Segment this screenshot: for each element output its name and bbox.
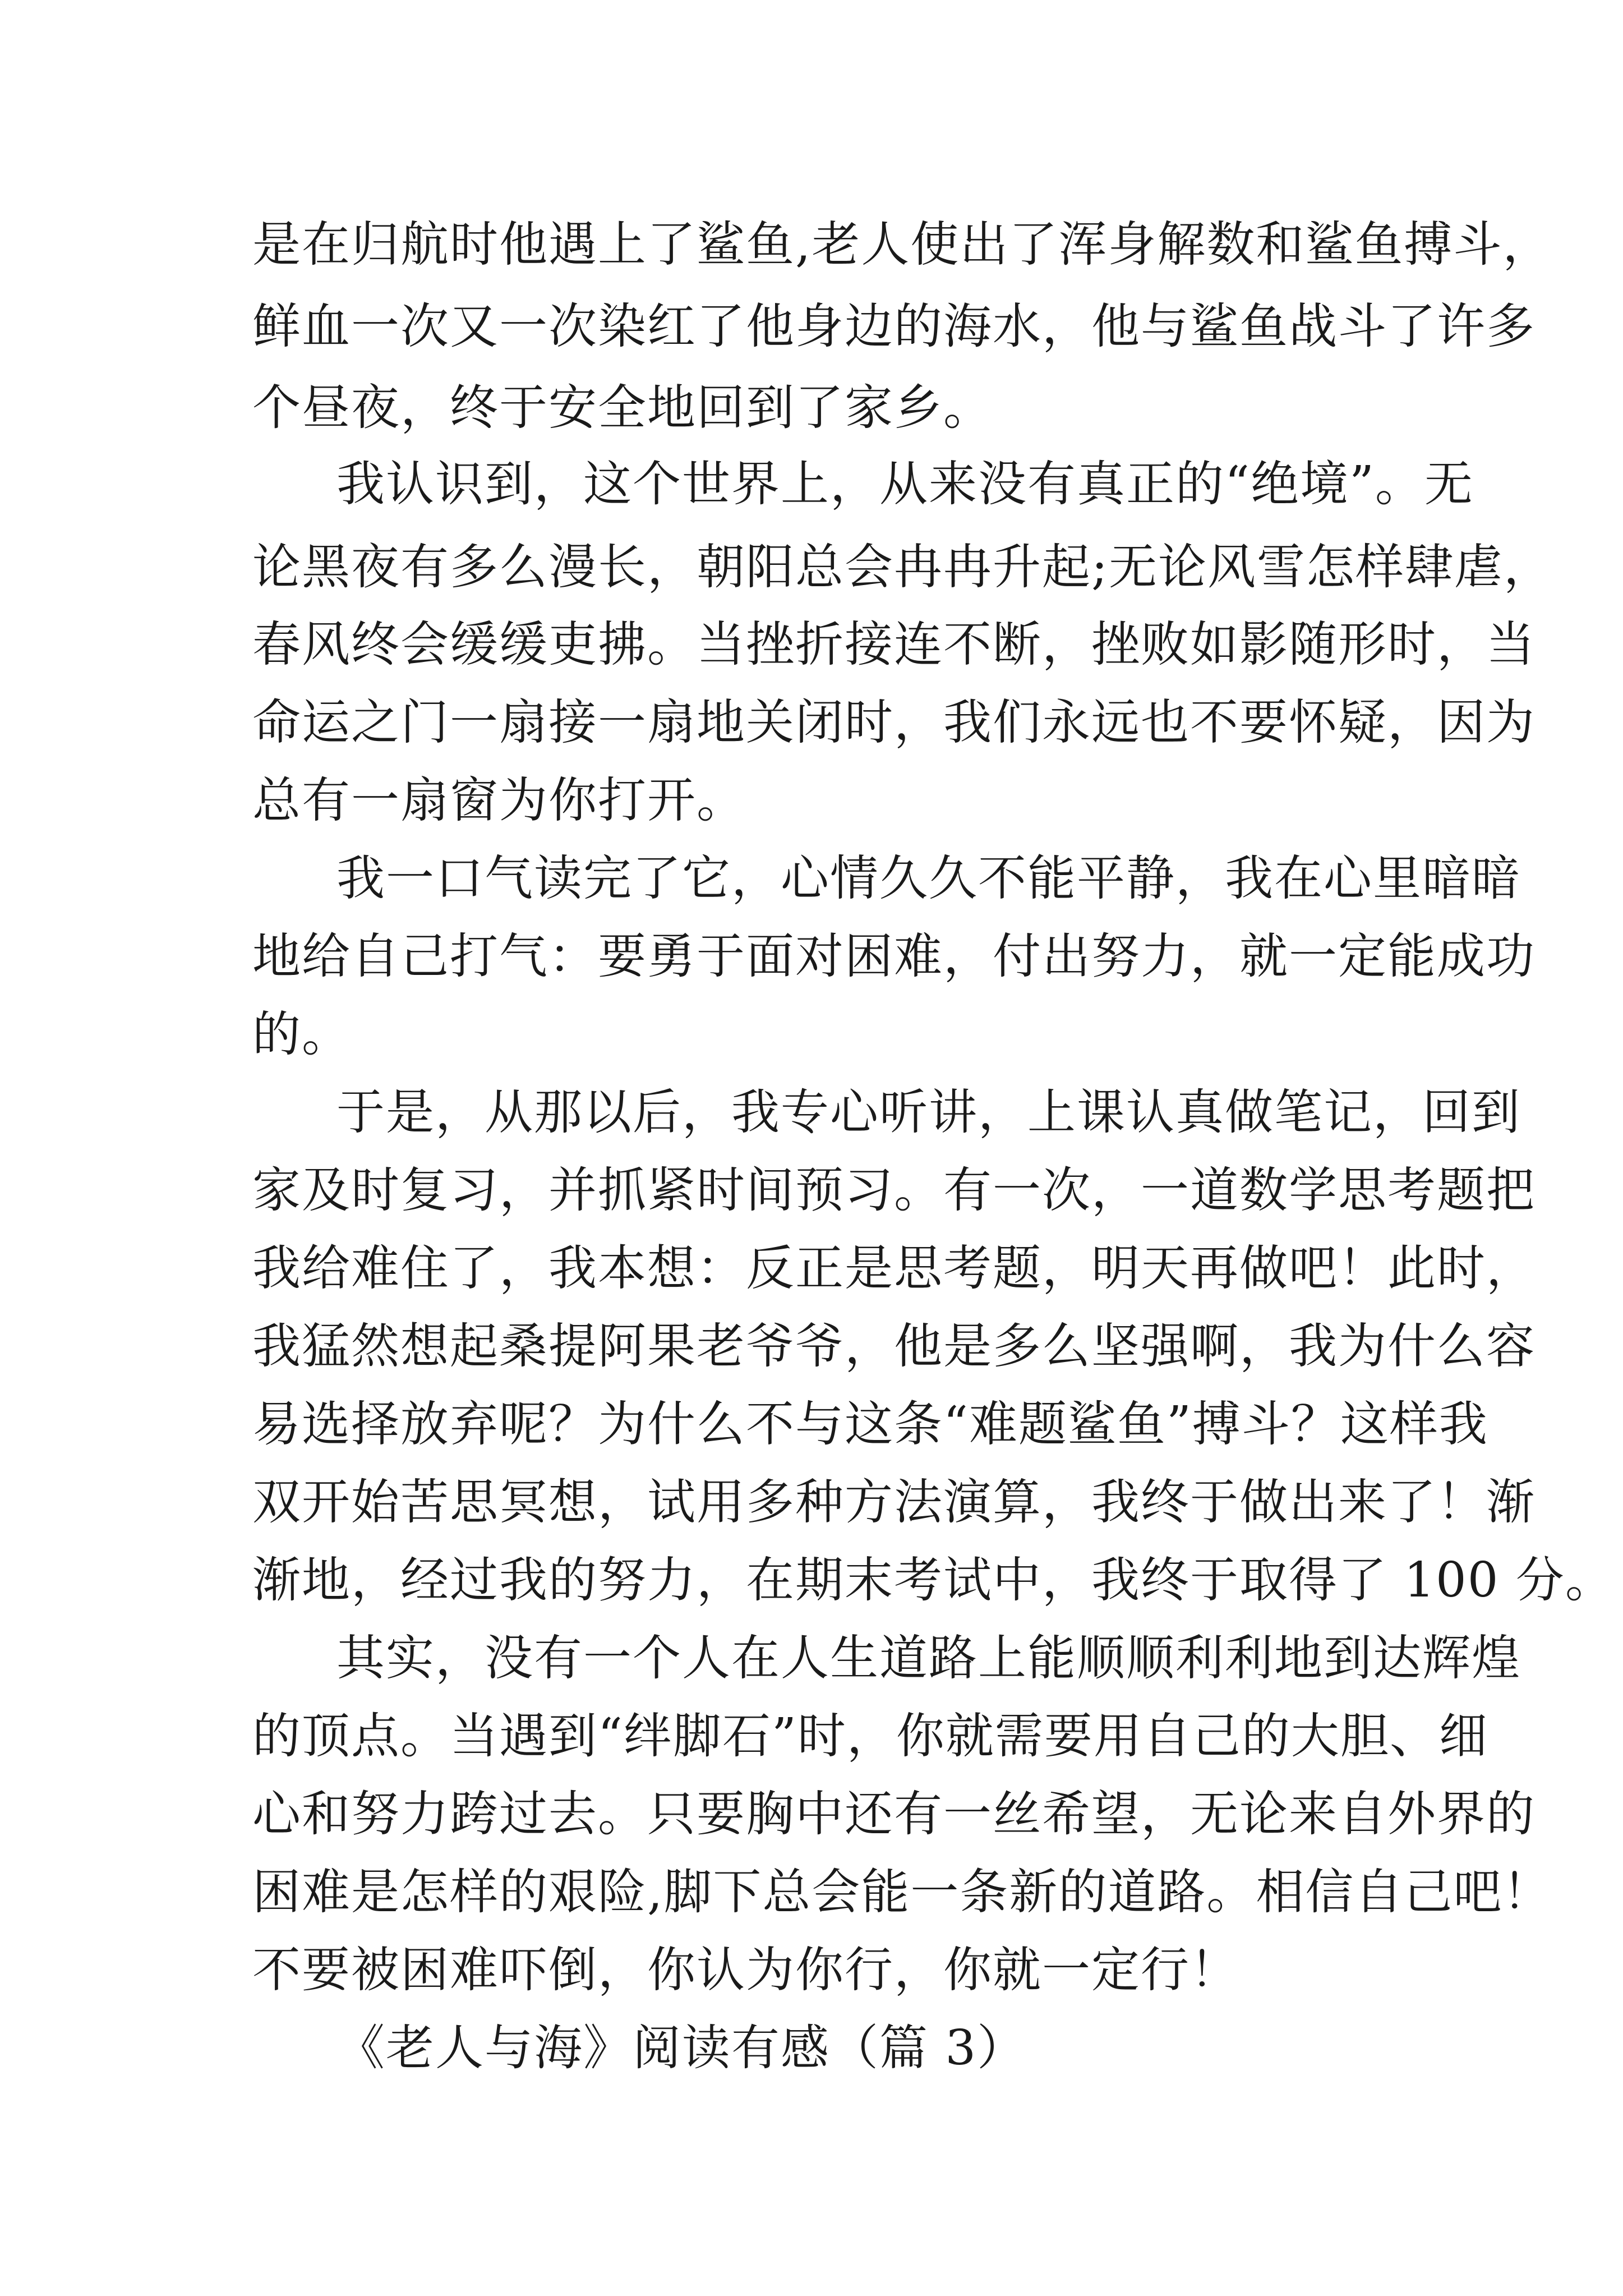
text-line: 家及时复习，并抓紧时间预习。有一次，一道数学思考题把 <box>252 1162 1536 1218</box>
text-line: 易选择放弃呢？为什么不与这条“难题鲨鱼”搏斗？这样我 <box>252 1396 1488 1452</box>
section-heading: 《老人与海》阅读有感（篇 3） <box>336 2020 1027 2076</box>
text-line: 的。 <box>252 1006 351 1062</box>
text-line: 论黑夜有多么漫长，朝阳总会冉冉升起;无论风雪怎样肆虐， <box>252 539 1553 595</box>
paragraph-first-line: 其实，没有一个人在人生道路上能顺顺利利地到达辉煌 <box>336 1630 1521 1686</box>
text-line: 命运之门一扇接一扇地关闭时，我们永远也不要怀疑，因为 <box>252 694 1536 751</box>
text-line: 个昼夜，终于安全地回到了家乡。 <box>252 380 993 436</box>
text-line: 心和努力跨过去。只要胸中还有一丝希望，无论来自外界的 <box>252 1786 1536 1842</box>
text-line: 我给难住了，我本想：反正是思考题，明天再做吧！此时， <box>252 1240 1536 1296</box>
text-line: 不要被困难吓倒，你认为你行，你就一定行！ <box>252 1942 1239 1998</box>
paragraph-first-line: 我认识到，这个世界上，从来没有真正的“绝境”。无 <box>336 456 1474 512</box>
text-line: 春风终会缓缓吏拂。当挫折接连不断，挫败如影随形时，当 <box>252 616 1536 673</box>
text-line: 我猛然想起桑提阿果老爷爷，他是多么坚强啊，我为什么容 <box>252 1318 1536 1374</box>
text-line: 地给自己打气：要勇于面对困难，付出努力，就一定能成功 <box>252 928 1536 984</box>
text-line: 鲜血一次又一次染红了他身边的海水，他与鲨鱼战斗了许多 <box>252 298 1536 355</box>
text-line: 的顶点。当遇到“绊脚石”时，你就需要用自己的大胆、细 <box>252 1708 1488 1764</box>
text-line: 双开始苦思冥想，试用多种方法演算，我终于做出来了！渐 <box>252 1474 1536 1530</box>
paragraph-first-line: 我一口气读完了它，心情久久不能平静，我在心里暗暗 <box>336 850 1521 907</box>
text-line: 困难是怎样的艰险,脚下总会能一条新的道路。相信自己吧！ <box>252 1864 1552 1920</box>
paragraph-first-line: 于是，从那以后，我专心听讲，上课认真做笔记，回到 <box>336 1084 1521 1140</box>
text-line: 总有一扇窗为你打开。 <box>252 772 746 829</box>
text-line: 渐地，经过我的努力，在期末考试中，我终于取得了 100 分。 <box>252 1552 1615 1608</box>
text-line: 是在归航时他遇上了鲨鱼,老人使出了浑身解数和鲨鱼搏斗， <box>252 217 1552 273</box>
